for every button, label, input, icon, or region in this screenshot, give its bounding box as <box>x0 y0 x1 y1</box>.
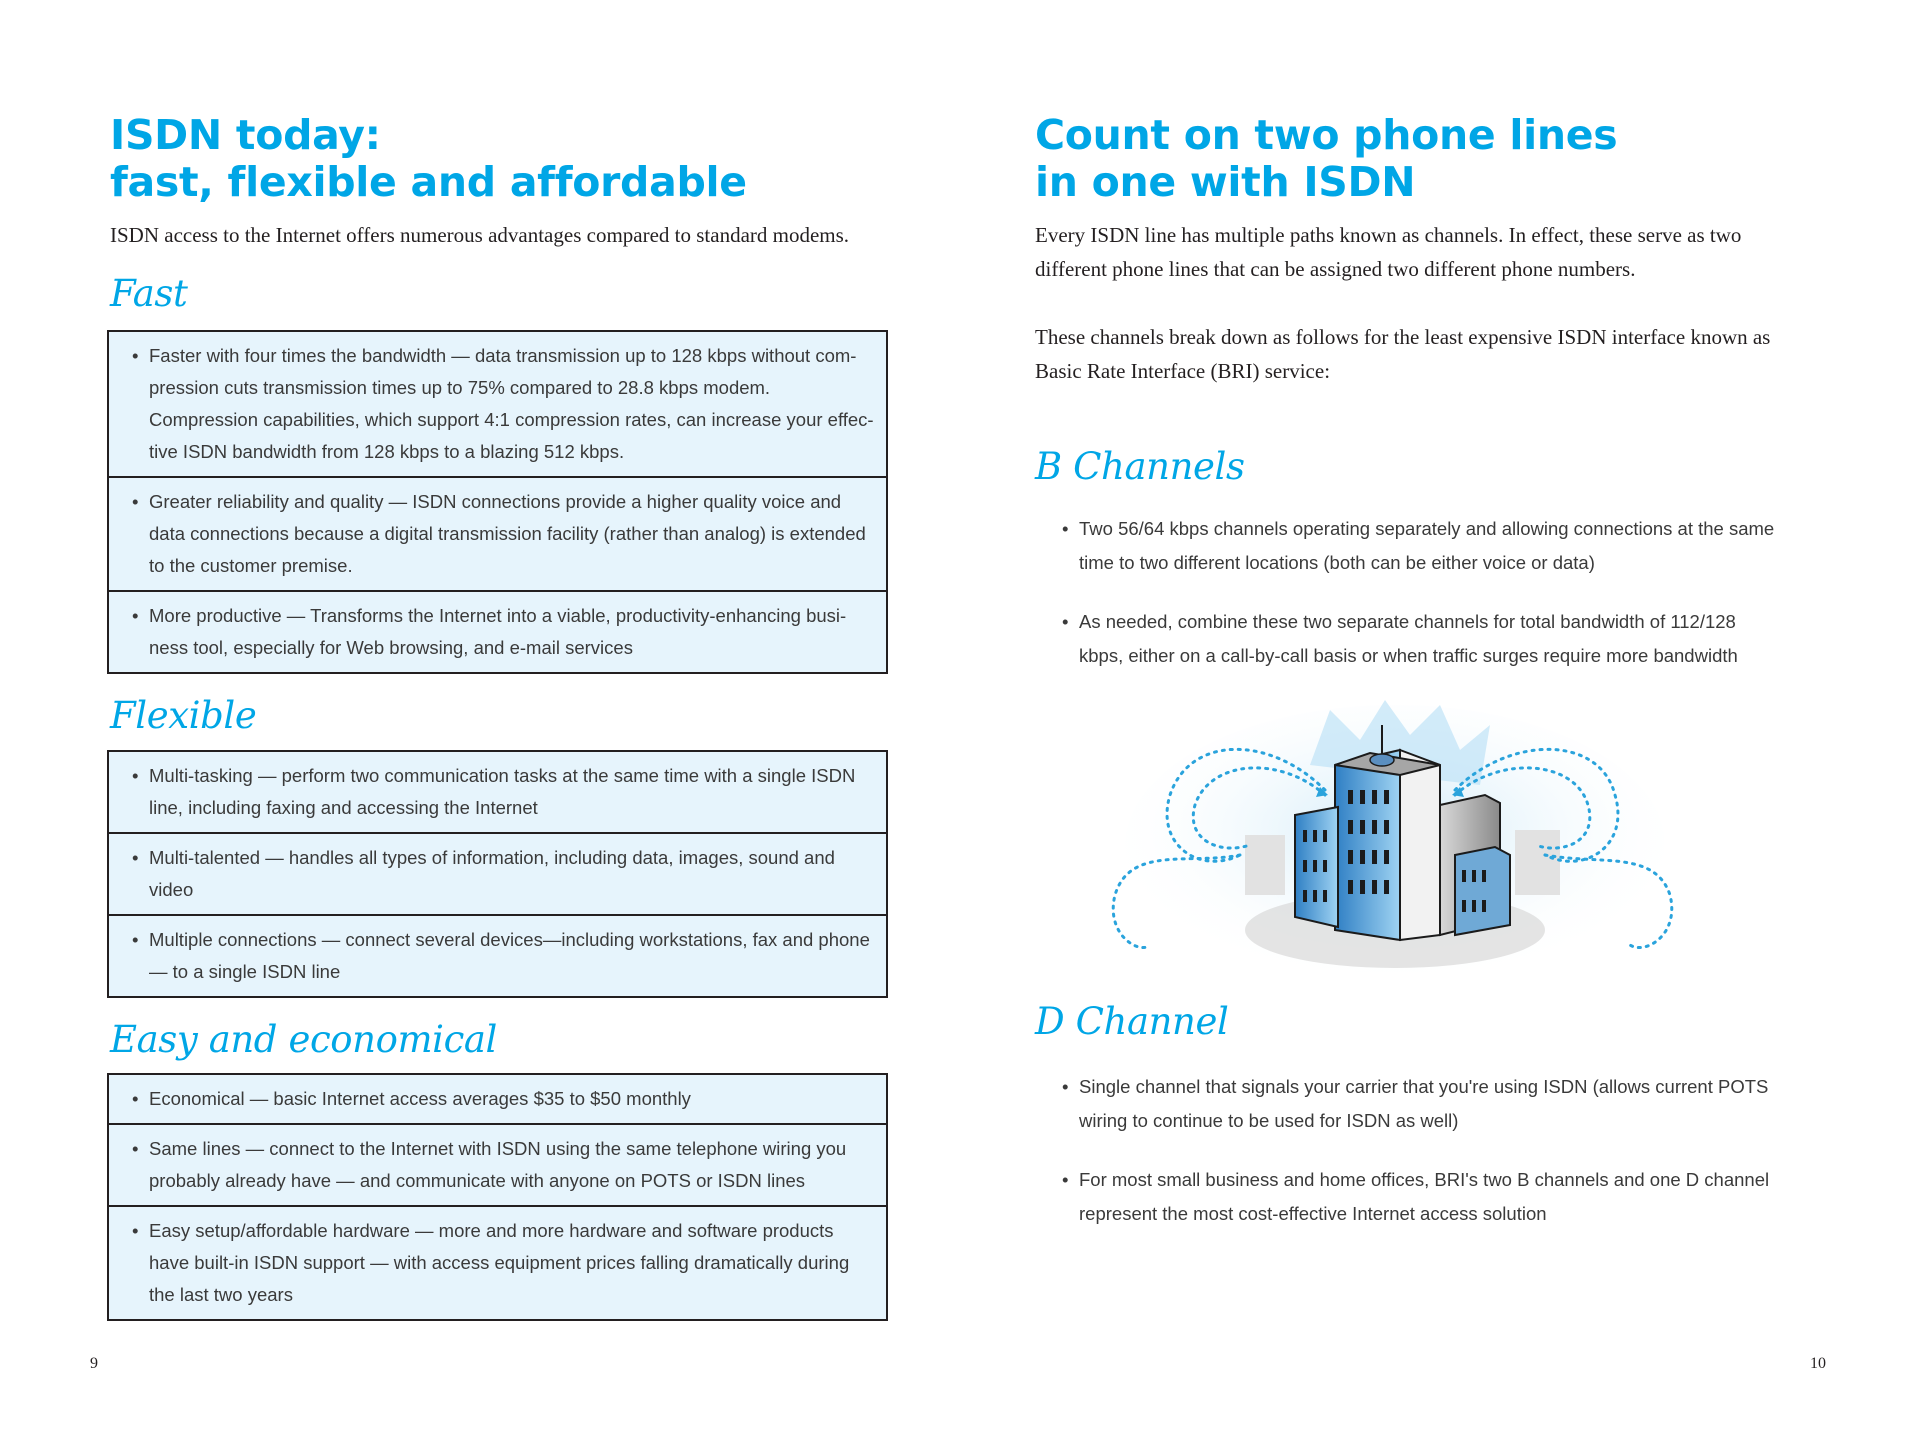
background-building-right <box>1515 830 1560 895</box>
right-intro-1: Every ISDN line has multiple paths known as channels. In effect, these serve as two different phone lines that can be assigned two different phone numbers. <box>1035 223 1742 281</box>
b-channel-item <box>1062 512 1782 580</box>
easy-item <box>109 1125 886 1207</box>
flexible-item-text: Multi-talented — handles all types of information, including data, images, sound and video <box>149 847 835 900</box>
easy-item-text: Economical — basic Internet access averages $35 to $50 monthly <box>149 1088 691 1109</box>
easy-item <box>109 1075 886 1125</box>
bullet: • <box>1062 1169 1069 1190</box>
flexible-box <box>107 750 888 998</box>
section-title-flexible: Flexible <box>110 694 257 737</box>
section-title-b-channels: B Channels <box>1035 445 1245 488</box>
right-annex <box>1455 847 1510 935</box>
right-intro-2: These channels break down as follows for the least expensive ISDN interface known as Basic Rate Interface (BRI) service: <box>1035 325 1771 383</box>
easy-item <box>109 1207 886 1319</box>
bullet: • <box>132 1220 139 1241</box>
bullet: • <box>132 491 139 512</box>
section-title-easy: Easy and economical <box>110 1018 497 1061</box>
d-channel-item <box>1062 1070 1782 1138</box>
left-heading <box>110 112 747 206</box>
bullet: • <box>132 765 139 786</box>
easy-item-text: Easy setup/affordable hardware — more and more hardware and software products have built-in ISDN support — with access equipment prices falling dramatically during the last two years <box>149 1220 850 1305</box>
left-heading-line-2: fast, flexible and affordable <box>110 158 747 206</box>
flexible-item-text: Multi-tasking — perform two communication tasks at the same time with a single ISDN line, including faxing and accessing the Internet <box>149 765 856 818</box>
bullet: • <box>1062 518 1069 539</box>
bullet: • <box>132 1138 139 1159</box>
section-title-d-channel: D Channel <box>1035 1000 1229 1043</box>
bullet: • <box>132 929 139 950</box>
fast-item-text: More productive — Transforms the Internet into a viable, productivity-enhancing busi-ness tool, especially for Web browsing, and e-mail services <box>149 605 847 658</box>
d-channel-item <box>1062 1163 1782 1231</box>
flexible-item <box>109 916 886 996</box>
right-heading-line-2: in one with ISDN <box>1035 158 1416 206</box>
roof-dome <box>1370 754 1394 766</box>
easy-item-text: Same lines — connect to the Internet with ISDN using the same telephone wiring you probably already have — and communicate with anyone on POTS or ISDN lines <box>149 1138 847 1191</box>
bullet: • <box>132 847 139 868</box>
easy-box <box>107 1073 888 1321</box>
fast-item <box>109 478 886 592</box>
b-channel-item-text: Two 56/64 kbps channels operating separately and allowing connections at the same time to two different locations (both can be either voice or data) <box>1079 518 1775 573</box>
b-channel-item <box>1062 605 1782 673</box>
flexible-item <box>109 834 886 916</box>
page-number-right: 10 <box>1810 1355 1826 1372</box>
left-wing-windows <box>1303 830 1327 902</box>
bullet: • <box>132 345 139 366</box>
flexible-item-text: Multiple connections — connect several devices—including workstations, fax and phone — to a single ISDN line <box>149 929 870 982</box>
fast-item-text: Greater reliability and quality — ISDN connections provide a higher quality voice and data connections because a digital transmission facility (rather than analog) is extended to the customer premise. <box>149 491 866 576</box>
bullet: • <box>132 605 139 626</box>
flexible-item <box>109 752 886 834</box>
b-channel-item-text: As needed, combine these two separate channels for total bandwidth of 112/128 kbps, either on a call-by-call basis or when traffic surges require more bandwidth <box>1079 611 1738 666</box>
bullet: • <box>132 1088 139 1109</box>
background-building-left <box>1245 835 1285 895</box>
fast-item <box>109 592 886 672</box>
right-heading-line-1: Count on two phone lines <box>1035 111 1618 159</box>
page-number-left: 9 <box>90 1355 98 1372</box>
d-channel-item-text: For most small business and home offices, BRI's two B channels and one D channel represent the most cost-effective Internet access solution <box>1079 1169 1770 1224</box>
fast-box <box>107 330 888 674</box>
section-title-fast: Fast <box>110 272 188 315</box>
right-heading <box>1035 112 1617 206</box>
fast-item <box>109 332 886 478</box>
d-channel-item-text: Single channel that signals your carrier that you're using ISDN (allows current POTS wiring to continue to be used for ISDN as well) <box>1079 1076 1769 1131</box>
fast-item-text: Faster with four times the bandwidth — data transmission up to 128 kbps without com-pression cuts transmission times up to 75% compared to 28.8 kbps modem. Compression capabilities, which support 4:1 compression rates, can increase your effec-tive ISDN bandwidth from 128 kbps to a blazing 512 kbps. <box>149 345 874 462</box>
bullet: • <box>1062 611 1069 632</box>
tower-side <box>1400 750 1440 940</box>
building-illustration <box>1110 695 1680 985</box>
tower-front <box>1335 750 1400 940</box>
bullet: • <box>1062 1076 1069 1097</box>
left-intro: ISDN access to the Internet offers numerous advantages compared to standard modems. <box>110 223 850 247</box>
left-heading-line-1: ISDN today: <box>110 111 381 159</box>
